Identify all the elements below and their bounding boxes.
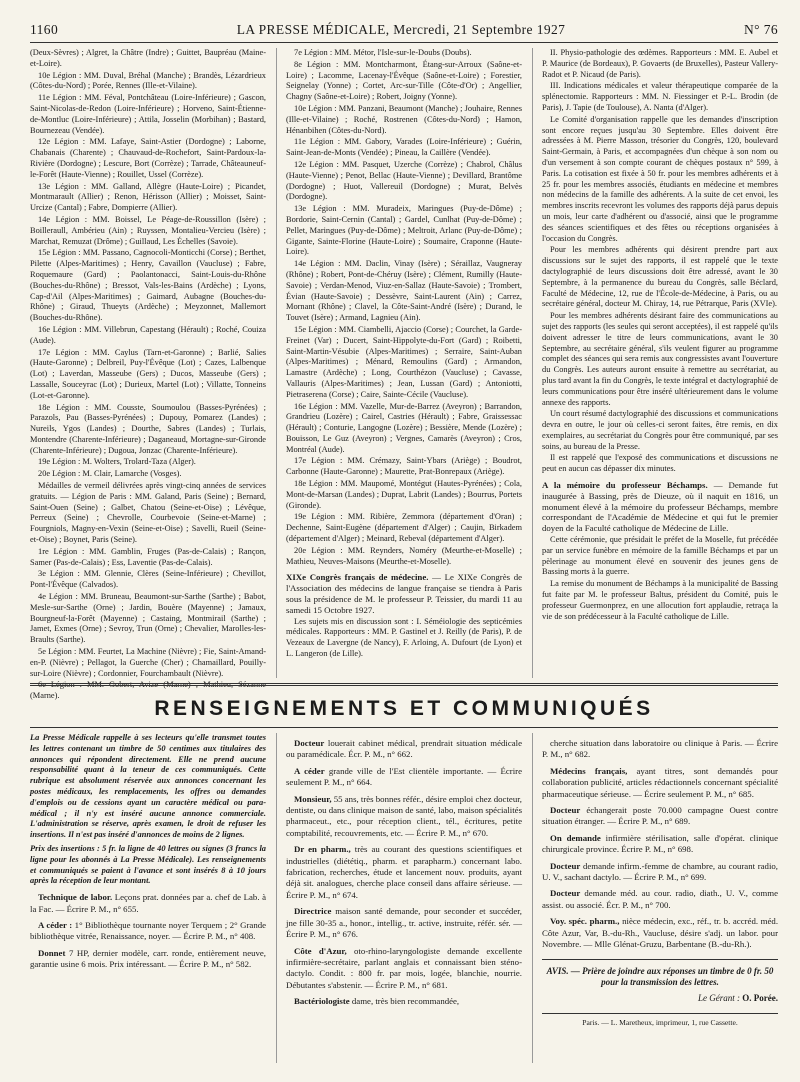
legion-entry: 16e Légion : MM. Vazelle, Mur-de-Barrez (Aveyron) ; Barrandon, Grandrieu (Lozère) ; Cairel, Castries (Hérault) ; Fabre, Graissessac (Hérault) ; Conturie, Langogne (Lozère) ; Bessière, Mende (Lozère) ; Bouisson, Le Guz (Aveyron) ; Vergnes, Camarès (Aveyron) ; Cros, Montréal (Aude). — [286, 401, 522, 454]
section-banner: RENSEIGNEMENTS ET COMMUNIQUÉS — [154, 697, 654, 720]
classified-ad — [30, 948, 266, 971]
ad-text: 1° Bibliothèque tournante noyer Terquem ; 2° Grande bibliothèque vitrée, Renaissance, noyer. — Écrire P. M., n° 408. — [30, 919, 267, 942]
legion-entry: (Deux-Sèvres) ; Algret, la Châtre (Indre) ; Guittet, Baupréau (Maine-et-Loire). — [30, 48, 266, 68]
classified-ad — [286, 946, 522, 992]
ad-text: oto-rhino-laryngologiste demande excellente infirmière-secrétaire, parlant anglais et connaissant bien sténo-dactylo. Condit. : 800 fr. par mois, logée, blanchie, nourrie. Débutantes s'abstenir. — Écrire P. M., n° 681. — [286, 945, 522, 990]
ad-lead: Technique de labor. — [38, 892, 113, 903]
column-2 — [276, 48, 522, 678]
classifieds-column-1 — [30, 733, 266, 1063]
legion-entry: 7e Légion : MM. Métor, l'Isle-sur-le-Doubs (Doubs). — [294, 48, 472, 57]
bechamps-title: A la mémoire du professeur Béchamps. — [542, 480, 708, 491]
classified-ad — [286, 794, 522, 840]
ad-text: maison santé demande, pour seconder et succéder, jne fille 30-35 a., honor., intellig., tr. active, instruite, référ. sér. — Écrire P. M., n° 676. — [286, 906, 522, 940]
top-columns — [30, 48, 778, 701]
classified-ad — [542, 805, 778, 828]
ad-lead: Bactériologiste — [294, 996, 350, 1007]
classifieds — [30, 733, 778, 1063]
legion-entry: 16e Légion : MM. Villebrun, Capestang (Hérault) ; Roché, Couiza (Aude). — [30, 324, 266, 345]
legion-entry: 19e Légion : M. Wolters, Trolard-Taza (Alger). — [38, 457, 196, 467]
congress-paragraph: Pour les membres adhérents désirant faire des communications au sujet des rapports (les seules qui seront acceptées), il est rappelé qu'ils doivent adresser le titre de leurs communications, avant le 30 Septembre, au secrétaire général, s'ils veulent figurer au programme complet des séances qui sera remis aux congressistes avant l'ouverture du Congrès. Les auteurs auront ensuite à remettre au secrétariat, au plus tard avant la fin du Congrès, le texte intégral et dactylographié de leurs communications pour être inséré ultérieurement dans le volume annexe des rapports. — [542, 311, 778, 407]
classified-ad — [286, 996, 522, 1007]
classified-ad — [542, 766, 778, 800]
classifieds-intro — [30, 733, 266, 887]
congress-paragraph: Il est rappelé que l'exposé des communications et discussions ne peut en aucun cas dépasser dix minutes. — [542, 453, 778, 474]
congress-paragraph: Le Comité d'organisation rappelle que les demandes d'inscription sont encore reçues jusqu'au 30 Septembre. Elles doivent être adressées à M. Pierre Masson, trésorier du Congrès, 120, boulevard Saint-Germain, à Paris, et accompagnées d'un chèque à son nom ou d'un versement à son compte courant de chèques postaux n° 599, à Paris. La cotisation est fixée à 50 fr. pour les membres adhérents et à 25 fr. pour les membres associés, étudiants en médecine et membres non médecins de la famille des adhérents. A la suite de cet envoi, les membres inscrits recevront les volumes des rapports déjà parus depuis un mois, leur carte d'adhérent ou d'associé, ainsi que le programme des séances scientifiques et des fêtes ou réceptions organisées à l'occasion du Congrès. — [542, 114, 778, 243]
ad-text: demande infirm.-femme de chambre, au courant radio, U. V., sachant dactylo. — Écrire P. M., n° 699. — [542, 860, 778, 883]
column-2-list — [286, 48, 522, 567]
ad-lead: Directrice — [294, 906, 332, 917]
classified-ad — [286, 906, 522, 940]
page-number: 1160 — [30, 22, 59, 37]
bechamps-para-3: La remise du monument de Béchamps à la municipalité de Bassing fut faite par M. le professeur Baltus, président du Comité, puis le professeur Guermonprez, en une allocution fort applaudie, retraça la vie de son prédécesseur à la Faculté catholique de Lille. — [542, 579, 778, 621]
issue-number: N° 76 — [743, 22, 778, 37]
legion-entry: 12e Légion : MM. Lafaye, Saint-Astier (Dordogne) ; Laborne, Chabanais (Charente) ; Chauvaud-de-Rochefort, Saint-Pardoux-la-Rivière (Dordogne) ; Lescure, Bort (Corrèze) ; Tarrade, Châteauneuf-le-Forêt (Haute-Vienne) ; Rouillet, Ussel (Corrèze). — [30, 137, 266, 179]
ads-list-3 — [542, 738, 778, 951]
congress-body: — Le XIXe Congrès de l'Association des médecins de langue française se tiendra à Paris sous la présidence de M. le professeur P. Teissier, du mardi 11 au samedi 15 Octobre 1927. — [286, 572, 522, 615]
legion-entry: 4e Légion : MM. Bruneau, Beaumont-sur-Sarthe (Sarthe) ; Babot, Mesle-sur-Sarthe (Orne) ; Jardin, Bouère (Mayenne) ; Jamaux, Bourgneuf-la-Forêt (Mayenne) ; Castaing, Montmirail (Sarthe) ; Jamet, Exmes (Orne) ; Sevroy, Trun (Orne) ; Chevalier, Marolles-les-Braults (Sarthe). — [30, 592, 266, 645]
banner-bottom-rule — [30, 727, 778, 728]
legion-entry: 5e Légion : MM. Feurtet, La Machine (Nièvre) ; Fie, Saint-Amand-en-P. (Nièvre) ; Pellagot, la Guerche (Cher) ; Chamaillard, Pouilly-sur-Loire (Nièvre) ; Cordonnier, Fourchambault (Nièvre). — [30, 647, 266, 678]
classified-ad — [286, 738, 522, 761]
column-3 — [532, 48, 778, 678]
legion-entry: 14e Légion : MM. Boissel, Le Péage-de-Roussillon (Isère) ; Boilleraull, Ambérieu (Ain) ; Ruyssen, Montalieu-Vercieu (Isère) ; Marchat, Remuzat (Drôme) ; Guillaud, Les Échelles (Savoie). — [30, 214, 266, 246]
legion-entry: 6e Légion : MM. Gobert, Avize (Marne) ; Mathieu, Sézanne (Marne). — [30, 680, 266, 701]
legion-entry: 13e Légion : MM. Galland, Allègre (Haute-Loire) ; Picandet, Montmarault (Allier) ; Renon, Hérisson (Allier) ; Moisset, Saint-Urcize (Cantal) ; Fabre, Dompierre (Allier). — [30, 181, 266, 213]
legion-entry: 12e Légion : MM. Pasquet, Uzerche (Corrèze) ; Chabrol, Châlus (Haute-Vienne) ; Penot, Bellac (Haute-Vienne) ; Devillard, Brantôme (Dordogne) ; Huot, Vallereuil (Dordogne) ; Murat, Belvès (Dordogne). — [286, 159, 522, 202]
legion-entry: 3e Légion : MM. Glennie, Clères (Seine-Inférieure) ; Chevillot, Pont-l'Évêque (Calvados). — [30, 569, 266, 590]
ad-text: demande méd. au cour. radio, diath., U. V., comme assist. ou associé. Écr. P. M., n° 700. — [542, 888, 778, 910]
ad-lead: Docteur — [550, 888, 581, 899]
ads-list-1 — [30, 892, 266, 970]
legion-entry: 15e Légion : MM. Passano, Cagnocoli-Monticchi (Corse) ; Berthet, Pilette (Alpes-Maritimes) ; Henry, Cavaillon (Vaucluse) ; Fabre, Roquemaure (Gard) ; Paolantonacci, Saint-Louis-du-Rhône (Bouches-du-Rhône) ; Bressot, Vals-les-Bains (Ardèche) ; Lyons, Cap-d'Ail (Alpes-Maritimes) ; Gaimard, Aubagne (Bouches-du-Rhône) ; Giraud, Thueyts (Ardèche) ; Meyzonnet, Mallemort (Bouches-du-Rhône). — [30, 248, 266, 323]
bechamps-para-1: — Demande fut inaugurée à Bassing, près de Dieuze, où il naquit en 1816, un monument élevé à la mémoire du professeur Béchamps, membre correspondant de l'Académie de Médecine et qui fut le premier doyen de la Faculté catholique de Médecine de Lille. — [542, 480, 778, 534]
intro-text: La Presse Médicale rappelle à ses lecteurs qu'elle transmet toutes les lettres contenant un timbre de 50 centimes aux titulaires des annonces qui répondent directement. Elle ne prend aucune responsabilité quant à la teneur de ces communiqués. Cette rubrique est absolument réservée aux annonces concernant les postes médicaux, les remplacements, les offres ou demandes d'emplois ou de cessions ayant un caractère médical ou para-médical ; il n'y est inséré aucune annonce commerciale. L'administration se réserve, après examen, le droit de refuser les insertions. Il n'est pas inséré d'annonces de moins de 2 lignes. — [30, 733, 266, 840]
ad-text: Leçons prat. données par a. chef de Lab. à la Fac. — Écrire P. M., n° 655. — [30, 892, 266, 914]
classified-ad — [286, 766, 522, 789]
header-rule — [30, 42, 778, 43]
ad-lead: Côte d'Azur, — [294, 945, 347, 956]
column-3-list — [542, 48, 778, 475]
ad-lead: On demande — [550, 832, 601, 843]
classifieds-column-3 — [532, 733, 778, 1063]
congress-paragraph: III. Indications médicales et valeur thérapeutique comparée de la splénectomie. Rapporteurs : MM. N. Fiessinger et P.-L. Brodin (de Paris), J. Tapie (de Toulouse), A. Nanta (d'Alger). — [542, 81, 778, 112]
legion-entry: 8e Légion : MM. Montcharmont, Étang-sur-Arroux (Saône-et-Loire) ; Lacomme, Lacenay-l'Évêque (Saône-et-Loire) ; Forestier, Seignelay (Yonne) ; Cortet, Arc-sur-Tille (Côte-d'Or) ; Angellier, Chagny (Saône-et-Loire) ; Robert, Joigny (Yonne). — [286, 59, 522, 102]
ad-text: dame, très bien recommandée, — [351, 996, 460, 1007]
ad-lead: Monsieur, — [294, 793, 332, 804]
ad-text: infirmière stérilisation, salle d'opérat. clinique chirurgicale province. Écrire P. M., n° 698. — [542, 832, 778, 855]
ad-lead: Docteur — [294, 738, 325, 748]
ad-lead: Docteur — [550, 805, 581, 816]
ad-lead: Donnet — [38, 947, 66, 958]
classified-ad — [30, 920, 266, 943]
printer-line: Paris. — L. Maretheux, imprimeur, 1, rue Cassette. — [542, 1013, 778, 1028]
ad-text: louerait cabinet médical, prendrait situation médicale ou paramédicale. Écr. P. M., n° 662. — [286, 738, 522, 760]
legion-entry: 20e Légion : M. Clair, Lamarche (Vosges). — [38, 469, 182, 479]
legion-entry: 14e Légion : MM. Daclin, Vinay (Isère) ; Séraillaz, Vaugneray (Rhône) ; Robert, Pont-de-Chéruy (Isère) ; Clément, Rumilly (Haute-Savoie) ; Verdan-Menod, Viuz-en-Sallaz (Haute-Savoie) ; Trombert, Évian (Haute-Savoie) ; Dessèvre, Saint-Laurent (Ain) ; Carrez, Mornant (Rhône) ; Clavel, la Côte-Saint-André (Isère) ; Durand, le Touvet (Isère) ; Armand, Lagnieu (Ain). — [286, 259, 522, 323]
ad-text: 55 ans, très bonnes référ., désire emploi chez docteur, dentiste, ou dans clinique maison de santé, labo, maison spécialités pharmaceut., etc., pour réception client., tél., écritures, petite comptabilité, recouvrements, etc. — Écrire P. M., n° 670. — [286, 793, 522, 838]
congress-subjects: Les sujets mis en discussion sont : I. Séméiologie des septicémies médicales. Rapporteurs : MM. P. Gastinel et J. Reilly (de Paris), P. de Vezeaux de Lavergne (de Nancy), F. Arloing, A. Dufourt (de Lyon) et L. Langeron (de Lille). — [286, 616, 522, 659]
legion-entry: 18e Légion : MM. Cousste, Soumoulou (Basses-Pyrénées) ; Parazols, Pau (Basses-Pyrénées) ; Dupouy, Pomarez (Landes) ; Nureils, Ygos (Landes) ; Dourthe, Sabres (Landes) ; Turlais, Montendre (Charente-Inférieure) ; Daganeaud, Mortagne-sur-Gironde (Charente-Inférieure) ; Dugoua, Jonzac (Charente-Inférieure). — [30, 402, 266, 455]
column-1 — [30, 48, 266, 701]
legion-entry: 13e Légion : MM. Muradeix, Maringues (Puy-de-Dôme) ; Bordorie, Saint-Cernin (Cantal) ; Gardel, Cunlhat (Puy-de-Dôme) ; Pellet, Maringues (Puy-de-Dôme) ; Meltroit, Arlanc (Puy-de-Dôme) ; Gigante, Sainte-Florine (Haute-Loire) ; Soumaire, Craponne (Haute-Loire). — [286, 204, 522, 257]
legion-entry: 19e Légion : MM. Ribière, Zemmora (département d'Oran) ; Dechenne, Saint-Eugène (département d'Alger) ; Caujin, Birkadem (département d'Alger) ; Meinard, Rebeval (département d'Alger). — [286, 512, 522, 544]
classified-ad — [542, 738, 778, 761]
classifieds-column-2 — [276, 733, 522, 1063]
classified-ad — [542, 833, 778, 856]
classified-ad — [30, 892, 266, 915]
ad-text: grande ville de l'Est clientèle importante. — Écrire seulement P. M., n° 664. — [286, 765, 523, 788]
classified-ad — [542, 861, 778, 884]
bechamps-para-2: Cette cérémonie, que présidait le préfet de la Moselle, fut précédée par un service funèbre en mémoire de la famille Béchamps et par un pèlerinage au monument élevé en souvenir des jeunes gens de Bassing morts à la guerre. — [542, 535, 778, 577]
legion-entry: 11e Légion : MM. Féval, Pontchâteau (Loire-Inférieure) ; Gascon, Saint-Nicolas-de-Redon (Loire-Inférieure) ; Horveno, Saint-Étienne-de-Montluc (Loire-Inférieure) ; Attila, Josselin (Morbihan) ; Bastard, Bournezeau (Vendée). — [30, 93, 266, 135]
ad-text: très au courant des questions scientifiques et industrielles (diététiq., pharm. et parapharm.) concernant labo. fabrication, recherches, étude et lancement nouv. produits, ayant déjà sit. analogues, cherche place conseil dans affaire sérieuse. — Écrire P. M., n° 674. — [286, 844, 522, 900]
congress-paragraph: II. Physio-pathologie des œdèmes. Rapporteurs : MM. E. Aubel et P. Maurice (de Bordeaux), P. Govaerts (de Bruxelles), Pasteur Vallery-Radot et P. Nicaud (de Paris). — [542, 48, 778, 79]
journal-title: LA PRESSE MÉDICALE, Mercredi, 21 Septembre 1927 — [236, 22, 566, 37]
legion-entry: 15e Légion : MM. Ciambelli, Ajaccio (Corse) ; Courchet, la Garde-Freinet (Var) ; Ducert, Saint-Hippolyte-du-Fort (Gard) ; Roibetti, Saint-Martin-Vésubie (Alpes-Maritimes) ; Serraire, Saint-Auban (Alpes-Maritimes) ; Ménard, Remoulins (Gard) ; Armandon, Lamastre (Ardèche) ; Long, Courthézon (Vaucluse) ; Cavasse, Vallauris (Alpes-Maritimes) ; Jean, Lussan (Gard) ; Antoniotti, Pietraserena (Corse) ; Caire, Sainte-Cécile (Vaucluse). — [286, 324, 522, 399]
ad-text: ayant titres, sont demandés pour collaboration publicité, articles rédactionnels concernant spécialité pharmaceutique sérieuse. — Écrire seulement P. M., n° 685. — [542, 765, 778, 799]
ad-text: cherche situation dans laboratoire ou clinique à Paris. — Écrire P. M., n° 682. — [542, 738, 778, 760]
legion-entry: Médailles de vermeil délivrées après vingt-cinq années de services gratuits. — Légion de Paris : MM. Galand, Paris (Seine) ; Bernard, Saint-Ouen (Seine) ; Galbet, Chatou (Seine-et-Oise) ; Lévêque, Perreux (Seine) ; Chevrolle, Courbevoie (Seine-et-Marne) ; Fourgniols, Magny-en-Vexin (Seine-et-Oise) ; Savelli, Rueil (Seine-et-Oise) ; Boynet, Paris (Seine). — [30, 481, 266, 545]
page-header — [30, 22, 778, 42]
gerant-line — [542, 993, 778, 1004]
ad-text: nièce médecin, exc., réf., tr. b. accréd. méd. Côte Azur, Var, B.-du-Rh., Vaucluse, désire s'adj. un labor. pour Novembre. — Mlle Glénat-Gruzu, Barbentane (B.-du-Rh.). — [542, 916, 779, 950]
ad-lead: Voy. spéc. pharm., — [550, 916, 620, 927]
ad-lead: A céder — [294, 765, 325, 776]
congress-paragraph: Un court résumé dactylographié des discussions et communications devra en outre, le jour où celles-ci seront faites, être remis, en dix exemplaires, au secrétariat du Congrès pour être communiqué, par ses soins, au bureau de la Presse. — [542, 409, 778, 451]
congress-notice — [286, 572, 522, 615]
legion-entry: 17e Légion : MM. Crémazy, Saint-Ybars (Ariège) ; Boudrot, Carbonne (Haute-Garonne) ; Maurette, Prat-Bonrepaux (Ariège). — [286, 456, 522, 477]
legion-entry: 10e Légion : MM. Panzani, Beaumont (Manche) ; Jouhaire, Rennes (Ille-et-Vilaine) ; Roché, Rostrenen (Côtes-du-Nord) ; Hamon, Hénanbihen (Côtes-du-Nord). — [286, 103, 522, 135]
ads-list-2 — [286, 738, 522, 1008]
ad-lead: Médecins français, — [550, 765, 628, 776]
avis-notice: AVIS. — Prière de joindre aux réponses un timbre de 0 fr. 50 pour la transmission des lettres. — [542, 959, 778, 989]
legion-entry: 11e Légion : MM. Gabory, Varades (Loire-Inférieure) ; Guérin, Saint-Jean-de-Monts (Vendée) ; Pineau, la Caillère (Vendée). — [286, 137, 522, 158]
congress-paragraph: Pour les membres adhérents qui désirent prendre part aux discussions sur le sujet des rapports, il est rappelé que le texte dactylographié de leurs discussions doit être adressé, avant le 30 Septembre, à la permanence du bureau du Congrès, salle Béclard, Faculté de Médecine, 12, rue de l'École-de-Médecine, à Paris, ou au secrétaire général, docteur M. Chiray, 14, rue Pétrarque, Paris (XVIe). — [542, 245, 778, 309]
ad-text: 7 HP, dernier modèle, carr. ronde, entièrement neuve, garantie usine 6 mois. Prix intéressant. — Écrire P. M., n° 582. — [30, 947, 266, 970]
classified-ad — [542, 916, 778, 950]
gerant-label: Le Gérant : — [698, 993, 741, 1004]
classified-ad — [286, 844, 522, 901]
ad-lead: Dr en pharm., — [294, 844, 351, 855]
bechamps-notice — [542, 480, 778, 534]
congress-title: XIXe Congrès français de médecine. — [286, 572, 429, 583]
ad-text: échangerait poste 70.000 campagne Ouest contre situation étranger. — Écrire P. M., n° 689. — [542, 805, 778, 827]
classified-ad — [542, 888, 778, 911]
gerant-name: O. Porée. — [742, 993, 778, 1004]
legion-entry: 17e Légion : MM. Caylus (Tarn-et-Garonne) ; Barlié, Salies (Haute-Garonne) ; Delbreil, Puy-l'Évêque (Lot) ; Cazes, Lalbenque (Lot) ; Laverdan, Masseube (Gers) ; Ducos, Masseube (Gers) ; Lassalle, Souceyrac (Lot) ; Durieux, Martel (Lot) ; Villatte, Tonneins (Lot-et-Garonne). — [30, 347, 266, 400]
legion-entry: 20e Légion : MM. Reynders, Noméry (Meurthe-et-Moselle) ; Mathieu, Neuves-Maisons (Meurthe-et-Moselle). — [286, 545, 522, 566]
legion-entry: 18e Légion : MM. Maupomé, Montégut (Hautes-Pyrénées) ; Cola, Mont-de-Marsan (Landes) ; Duprat, Labrit (Landes) ; Bourrus, Portets (Gironde). — [286, 479, 522, 510]
intro-tarif: Prix des insertions : 5 fr. la ligne de 40 lettres ou signes (3 francs la ligne pour les abonnés à La Presse Médicale). Les renseignements et communiqués se paient à l'avance et sont insérés 8 à 10 jours après la réception de leur montant. — [30, 843, 266, 886]
legion-entry: 1re Légion : MM. Gamblin, Fruges (Pas-de-Calais) ; Rançon, Samer (Pas-de-Calais) ; Ess, Laventie (Pas-de-Calais). — [30, 546, 266, 567]
legion-entry: 10e Légion : MM. Duval, Bréhal (Manche) ; Brandès, Lézardrieux (Côtes-du-Nord) ; Porée, Rennes (Ille-et-Vilaine). — [30, 70, 266, 91]
banner-top-rule — [30, 683, 778, 686]
ad-lead: A céder : — [38, 919, 73, 930]
ad-lead: Docteur — [550, 860, 581, 871]
